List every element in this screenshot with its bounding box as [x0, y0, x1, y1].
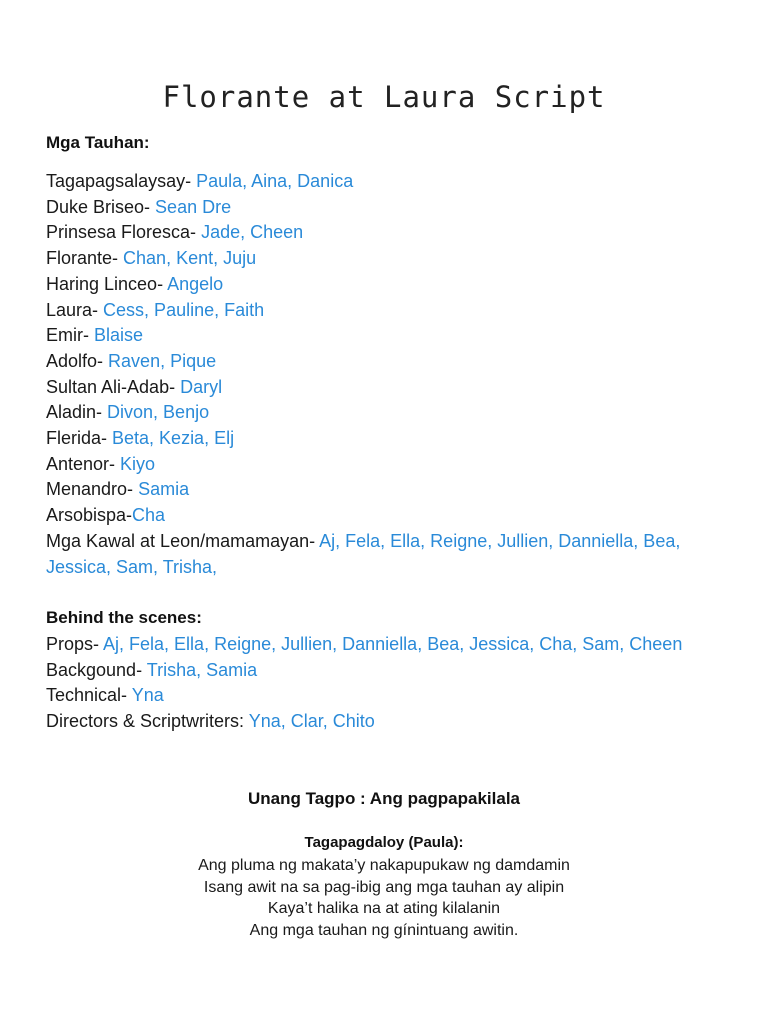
role-name: Duke Briseo-: [46, 196, 156, 217]
verse-block: [0, 855, 768, 941]
crew-names: Aj, Fela, Ella, Reigne, Jullien, Danniella, Bea, Jessica, Cha, Sam, Cheen: [103, 634, 683, 654]
role-name: Arsobispa-: [46, 505, 133, 526]
cast-heading: Mga Tauhan:: [46, 133, 150, 152]
scene-title: Unang Tagpo : Ang pagpapakilala: [247, 789, 521, 808]
crew-role: Technical-: [46, 685, 132, 706]
role-name: Menandro-: [46, 479, 139, 500]
crew-names: Trisha, Samia: [146, 659, 258, 680]
cast-row: [46, 349, 736, 375]
role-name: Adolfo-: [46, 350, 109, 371]
verse-line: Ang mga tauhan ng gínintuang awitin.: [249, 921, 519, 939]
cast-row: [46, 195, 736, 221]
cast-row: [46, 169, 736, 195]
cast-row: [46, 400, 736, 426]
actor-names: Samia: [138, 479, 190, 500]
actor-names: Divon, Benjo: [107, 402, 210, 423]
cast-row: [46, 323, 736, 349]
crew-heading: Behind the scenes:: [46, 608, 202, 627]
cast-row: [46, 426, 736, 452]
cast-row: [46, 272, 736, 298]
actor-names: Cess, Pauline, Faith: [103, 299, 265, 320]
actor-names: Sean Dre: [155, 196, 232, 217]
crew-role: Props-: [46, 634, 104, 654]
actor-names: Raven, Pique: [108, 350, 217, 371]
actor-names: Blaise: [94, 325, 144, 346]
crew-role: Backgound-: [46, 659, 147, 680]
verse-line: Ang pluma ng makata’y nakapupukaw ng damdamin: [198, 857, 570, 874]
crew-row: [46, 658, 736, 684]
document-title: Florante at Laura Script: [162, 80, 606, 114]
crew-role: Directors & Scriptwriters:: [46, 711, 249, 732]
actor-names: Cha: [132, 505, 166, 526]
cast-row: [46, 452, 736, 478]
crew-row: [46, 632, 736, 658]
role-name: Emir-: [46, 325, 94, 346]
role-name: Florante-: [46, 248, 124, 269]
role-name: Haring Linceo-: [46, 273, 168, 294]
actor-names: Kiyo: [120, 453, 156, 474]
actor-names: Paula, Aina, Danica: [196, 171, 354, 191]
actor-names: Beta, Kezia, Elj: [112, 428, 235, 449]
cast-row: [46, 246, 736, 272]
role-name: Aladin-: [46, 402, 108, 423]
role-name: Tagapagsalaysay-: [46, 171, 197, 191]
role-name: Mga Kawal at Leon/mamamayan-: [46, 530, 320, 551]
cast-row: [46, 503, 736, 529]
role-name: Antenor-: [46, 453, 121, 474]
actor-names: Jade, Cheen: [201, 222, 304, 243]
verse-line: Kaya’t halika na at ating kilalanin: [267, 900, 501, 917]
cast-row: [46, 529, 736, 580]
actor-names: Angelo: [167, 273, 224, 294]
cast-row: [46, 375, 736, 401]
crew-names: Yna: [131, 685, 164, 706]
actor-names: Daryl: [180, 376, 223, 397]
role-name: Prinsesa Floresca-: [46, 222, 202, 243]
actor-names: Chan, Kent, Juju: [123, 248, 257, 269]
role-name: Sultan Ali-Adab-: [46, 376, 181, 397]
actor-names: Aj, Fela, Ella, Reigne, Jullien, Danniella, Bea, Jessica, Sam, Trisha,: [46, 530, 681, 577]
cast-row: [46, 477, 736, 503]
cast-list: [46, 169, 736, 580]
cast-row: [46, 220, 736, 246]
verse-line: Isang awit na sa pag-ibig ang mga tauhan ay alipin: [203, 878, 565, 896]
role-name: Laura-: [46, 299, 104, 320]
role-name: Flerida-: [46, 428, 113, 449]
crew-row: [46, 709, 736, 735]
crew-names: Yna, Clar, Chito: [248, 711, 375, 732]
crew-list: [46, 632, 736, 735]
narrator-label: Tagapagdaloy (Paula):: [304, 834, 464, 851]
cast-row: [46, 298, 736, 324]
crew-row: [46, 683, 736, 709]
